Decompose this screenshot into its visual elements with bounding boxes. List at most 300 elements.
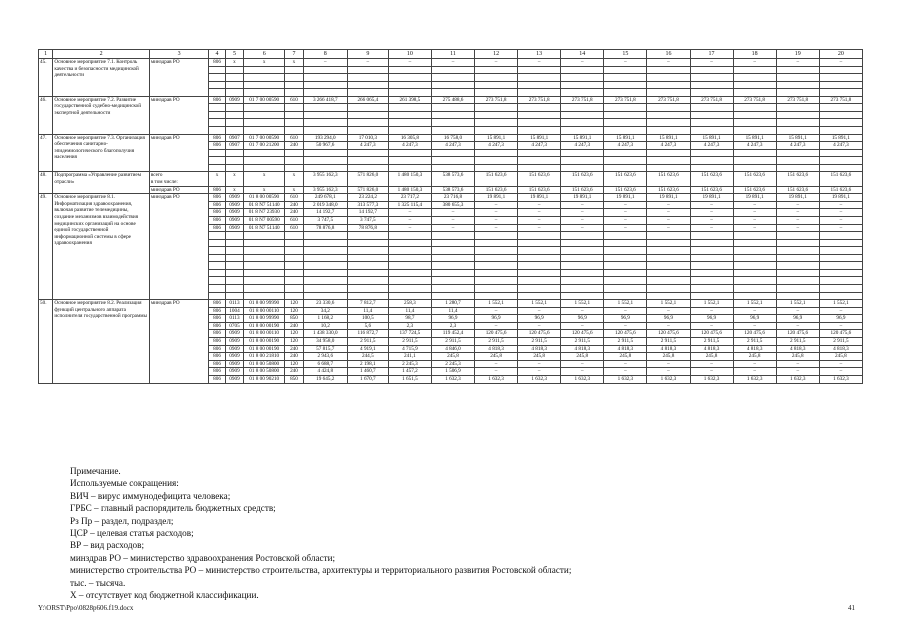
value-cell: –: [604, 59, 647, 67]
column-number: 12: [475, 50, 518, 59]
value-cell: –: [604, 307, 647, 315]
value-cell: 14 192,7: [303, 209, 347, 217]
value-cell: 4 247,3: [518, 142, 561, 150]
value-cell: 0909: [225, 376, 243, 384]
empty-cell: [690, 111, 733, 119]
empty-cell: [244, 239, 285, 247]
column-number: 6: [244, 50, 285, 59]
value-cell: 4 846,0: [431, 345, 474, 353]
empty-cell: [388, 284, 431, 292]
empty-cell: [604, 232, 647, 240]
empty-cell: [604, 254, 647, 262]
empty-cell: [647, 292, 690, 300]
budget-table-container: [38, 49, 863, 384]
empty-cell: [285, 74, 303, 82]
value-cell: –: [518, 307, 561, 315]
value-cell: –: [647, 360, 690, 368]
empty-cell: [303, 232, 347, 240]
value-cell: 2 943,6: [303, 353, 347, 361]
empty-cell: [209, 254, 225, 262]
value-cell: 6 688,7: [303, 360, 347, 368]
grbs-cell: минздрав РО: [149, 134, 209, 172]
empty-cell: [518, 127, 561, 135]
empty-cell: [431, 66, 474, 74]
empty-cell: [225, 119, 243, 127]
empty-cell: [690, 157, 733, 165]
empty-cell: [819, 74, 862, 82]
empty-cell: [518, 119, 561, 127]
note-line: ВР – вид расходов;: [70, 540, 145, 551]
empty-cell: [285, 157, 303, 165]
value-cell: x: [285, 186, 303, 194]
empty-cell: [604, 292, 647, 300]
empty-cell: [518, 74, 561, 82]
empty-cell: [475, 104, 518, 112]
value-cell: 1 438 330,0: [303, 330, 347, 338]
empty-cell: [776, 149, 819, 157]
empty-cell: [475, 66, 518, 74]
value-cell: 01 8 00 00190: [244, 322, 285, 330]
table-body: [39, 59, 863, 384]
value-cell: –: [604, 368, 647, 376]
empty-cell: [647, 111, 690, 119]
empty-cell: [285, 127, 303, 135]
value-cell: –: [518, 224, 561, 232]
empty-cell: [244, 232, 285, 240]
empty-cell: [285, 262, 303, 270]
empty-cell: [604, 66, 647, 74]
empty-cell: [561, 247, 604, 255]
value-cell: 2 911,5: [604, 338, 647, 346]
empty-cell: [347, 284, 388, 292]
value-cell: –: [475, 224, 518, 232]
empty-cell: [475, 284, 518, 292]
empty-cell: [819, 239, 862, 247]
value-cell: –: [733, 224, 776, 232]
value-cell: 2 911,5: [347, 338, 388, 346]
value-cell: –: [690, 368, 733, 376]
value-cell: 4 818,3: [819, 345, 862, 353]
value-cell: 571 826,0: [347, 172, 388, 186]
value-cell: 244,5: [347, 353, 388, 361]
value-cell: 273 751,8: [733, 96, 776, 104]
value-cell: –: [561, 368, 604, 376]
value-cell: 2 911,5: [690, 338, 733, 346]
empty-cell: [819, 164, 862, 172]
value-cell: 273 751,8: [690, 96, 733, 104]
empty-cell: [647, 247, 690, 255]
value-cell: x: [244, 172, 285, 186]
empty-cell: [776, 284, 819, 292]
empty-cell: [690, 104, 733, 112]
value-cell: 151 623,6: [518, 172, 561, 186]
value-cell: 610: [285, 134, 303, 142]
value-cell: –: [604, 201, 647, 209]
empty-cell: [518, 269, 561, 277]
value-cell: –: [431, 216, 474, 224]
empty-cell: [690, 284, 733, 292]
empty-cell: [209, 89, 225, 97]
value-cell: –: [776, 59, 819, 67]
empty-cell: [604, 157, 647, 165]
value-cell: 2 911,5: [733, 338, 776, 346]
empty-cell: [347, 127, 388, 135]
empty-cell: [244, 66, 285, 74]
value-cell: 23 716,8: [431, 194, 474, 202]
empty-cell: [604, 247, 647, 255]
empty-cell: [347, 81, 388, 89]
value-cell: 137 724,5: [388, 330, 431, 338]
value-cell: 4 818,3: [475, 345, 518, 353]
column-number: 5: [225, 50, 243, 59]
empty-cell: [733, 292, 776, 300]
value-cell: 120 475,6: [561, 330, 604, 338]
value-cell: 3 955 162,3: [303, 186, 347, 194]
value-cell: 0909: [225, 353, 243, 361]
value-cell: 96,9: [647, 315, 690, 323]
empty-cell: [303, 262, 347, 270]
empty-cell: [733, 149, 776, 157]
empty-cell: [733, 247, 776, 255]
value-cell: –: [819, 322, 862, 330]
empty-cell: [388, 81, 431, 89]
empty-cell: [604, 111, 647, 119]
value-cell: –: [647, 209, 690, 217]
empty-cell: [819, 232, 862, 240]
value-cell: 806: [209, 59, 225, 67]
value-cell: 15 891,1: [776, 134, 819, 142]
empty-cell: [209, 269, 225, 277]
row-number: 46.: [39, 96, 53, 134]
value-cell: 01 8 N7 51140: [244, 224, 285, 232]
empty-cell: [431, 232, 474, 240]
value-cell: –: [561, 209, 604, 217]
empty-cell: [733, 239, 776, 247]
value-cell: 19 891,1: [561, 194, 604, 202]
empty-cell: [475, 164, 518, 172]
value-cell: 1 280,7: [431, 300, 474, 308]
empty-cell: [647, 239, 690, 247]
empty-cell: [244, 81, 285, 89]
value-cell: 16 758,0: [431, 134, 474, 142]
value-cell: 151 623,6: [561, 186, 604, 194]
value-cell: –: [647, 322, 690, 330]
value-cell: 120: [285, 307, 303, 315]
value-cell: 151 623,6: [733, 186, 776, 194]
value-cell: 01 8 00 00190: [244, 345, 285, 353]
value-cell: 0909: [225, 201, 243, 209]
empty-cell: [388, 157, 431, 165]
empty-cell: [561, 164, 604, 172]
empty-cell: [285, 254, 303, 262]
value-cell: –: [690, 209, 733, 217]
value-cell: 240: [285, 201, 303, 209]
empty-cell: [475, 239, 518, 247]
empty-cell: [303, 239, 347, 247]
empty-cell: [431, 89, 474, 97]
empty-cell: [303, 127, 347, 135]
value-cell: 1 552,1: [561, 300, 604, 308]
empty-cell: [225, 74, 243, 82]
empty-cell: [819, 292, 862, 300]
value-cell: 806: [209, 322, 225, 330]
value-cell: 258,3: [388, 300, 431, 308]
value-cell: 245,8: [647, 353, 690, 361]
empty-cell: [347, 111, 388, 119]
empty-cell: [561, 89, 604, 97]
empty-cell: [285, 66, 303, 74]
value-cell: 120: [285, 360, 303, 368]
empty-cell: [209, 149, 225, 157]
empty-cell: [225, 81, 243, 89]
value-cell: 151 623,6: [690, 172, 733, 186]
value-cell: 1 552,1: [518, 300, 561, 308]
note-line: Используемые сокращения:: [70, 478, 179, 489]
column-number: 14: [561, 50, 604, 59]
column-number: 20: [819, 50, 862, 59]
empty-cell: [244, 127, 285, 135]
value-cell: 2 019 348,0: [303, 201, 347, 209]
value-cell: –: [388, 224, 431, 232]
empty-cell: [690, 232, 733, 240]
empty-cell: [303, 74, 347, 82]
value-cell: 240: [285, 322, 303, 330]
value-cell: 19 891,1: [604, 194, 647, 202]
value-cell: 7 812,7: [347, 300, 388, 308]
empty-cell: [225, 157, 243, 165]
value-cell: –: [819, 209, 862, 217]
empty-cell: [285, 247, 303, 255]
value-cell: 806: [209, 201, 225, 209]
empty-cell: [561, 119, 604, 127]
value-cell: 120 475,6: [518, 330, 561, 338]
value-cell: 1 651,5: [388, 376, 431, 384]
empty-cell: [209, 292, 225, 300]
table-row: [39, 96, 863, 104]
value-cell: 0113: [225, 315, 243, 323]
empty-cell: [431, 292, 474, 300]
value-cell: –: [475, 307, 518, 315]
value-cell: 2 911,5: [431, 338, 474, 346]
empty-cell: [388, 74, 431, 82]
value-cell: 0909: [225, 338, 243, 346]
empty-cell: [388, 277, 431, 285]
value-cell: 01 8 00 99990: [244, 315, 285, 323]
empty-cell: [209, 111, 225, 119]
value-cell: 1 632,3: [647, 376, 690, 384]
empty-cell: [604, 89, 647, 97]
empty-cell: [819, 254, 862, 262]
value-cell: 273 751,8: [604, 96, 647, 104]
value-cell: 14 192,7: [347, 209, 388, 217]
empty-cell: [285, 284, 303, 292]
empty-cell: [285, 119, 303, 127]
column-number: 16: [647, 50, 690, 59]
value-cell: 0907: [225, 142, 243, 150]
empty-cell: [303, 89, 347, 97]
empty-cell: [431, 119, 474, 127]
column-number: 18: [733, 50, 776, 59]
notes-block: [70, 465, 571, 601]
value-cell: 34 958,0: [303, 338, 347, 346]
empty-cell: [388, 164, 431, 172]
value-cell: 266 065,4: [347, 96, 388, 104]
value-cell: 19 891,1: [518, 194, 561, 202]
empty-cell: [347, 277, 388, 285]
empty-cell: [475, 254, 518, 262]
value-cell: 1 632,3: [475, 376, 518, 384]
empty-cell: [244, 149, 285, 157]
empty-cell: [561, 239, 604, 247]
empty-cell: [209, 127, 225, 135]
empty-cell: [733, 157, 776, 165]
value-cell: 120 475,6: [733, 330, 776, 338]
value-cell: 19 891,1: [776, 194, 819, 202]
empty-cell: [776, 239, 819, 247]
empty-cell: [647, 119, 690, 127]
value-cell: 96,9: [604, 315, 647, 323]
value-cell: 4 247,3: [475, 142, 518, 150]
value-cell: 3 747,5: [347, 216, 388, 224]
empty-cell: [244, 74, 285, 82]
empty-cell: [225, 104, 243, 112]
value-cell: 116 872,7: [347, 330, 388, 338]
table-row: [39, 186, 863, 194]
program-name: Основное мероприятие 7.1. Контроль качества и безопасности медицинской деятельности: [53, 59, 149, 97]
column-number: 2: [53, 50, 149, 59]
empty-cell: [733, 66, 776, 74]
empty-cell: [475, 127, 518, 135]
empty-cell: [209, 284, 225, 292]
value-cell: 98,7: [388, 315, 431, 323]
program-name: Основное мероприятие 7.3. Организация обеспечения санитарно-эпидемиологического благополучия населения: [53, 134, 149, 172]
column-number: 15: [604, 50, 647, 59]
empty-cell: [733, 262, 776, 270]
value-cell: 23 224,2: [347, 194, 388, 202]
empty-cell: [518, 262, 561, 270]
value-cell: 1 632,3: [690, 376, 733, 384]
empty-cell: [303, 81, 347, 89]
value-cell: 01 8 N7 51140: [244, 201, 285, 209]
column-number: 7: [285, 50, 303, 59]
empty-cell: [431, 247, 474, 255]
empty-cell: [303, 66, 347, 74]
value-cell: 57 815,7: [303, 345, 347, 353]
empty-cell: [209, 262, 225, 270]
value-cell: 2 245,3: [388, 360, 431, 368]
value-cell: 4 247,3: [776, 142, 819, 150]
value-cell: 96,9: [431, 315, 474, 323]
value-cell: 96,9: [475, 315, 518, 323]
empty-cell: [819, 247, 862, 255]
empty-cell: [604, 239, 647, 247]
empty-cell: [347, 262, 388, 270]
empty-cell: [690, 292, 733, 300]
value-cell: 0909: [225, 194, 243, 202]
empty-cell: [690, 254, 733, 262]
empty-cell: [431, 269, 474, 277]
empty-cell: [225, 277, 243, 285]
note-line: Рз Пр – раздел, подраздел;: [70, 515, 174, 526]
empty-cell: [388, 292, 431, 300]
empty-cell: [285, 111, 303, 119]
empty-cell: [475, 262, 518, 270]
value-cell: 0907: [225, 134, 243, 142]
value-cell: 261 398,5: [388, 96, 431, 104]
empty-cell: [209, 74, 225, 82]
note-line: минздрав РО – министерство здравоохранения Ростовской области;: [70, 552, 336, 563]
value-cell: 10,2: [303, 322, 347, 330]
value-cell: –: [776, 322, 819, 330]
empty-cell: [475, 247, 518, 255]
empty-cell: [647, 149, 690, 157]
empty-cell: [303, 284, 347, 292]
program-name: Основное мероприятие 7.2. Развитие государственной судебно-медицинской экспертной деятельности: [53, 96, 149, 134]
row-number: 49.: [39, 194, 53, 300]
value-cell: 850: [285, 376, 303, 384]
empty-cell: [347, 104, 388, 112]
value-cell: –: [561, 307, 604, 315]
value-cell: 151 623,6: [475, 172, 518, 186]
value-cell: 1 552,1: [604, 300, 647, 308]
value-cell: 19 891,1: [690, 194, 733, 202]
value-cell: –: [776, 360, 819, 368]
empty-cell: [244, 104, 285, 112]
value-cell: 19 891,1: [647, 194, 690, 202]
empty-cell: [303, 164, 347, 172]
empty-cell: [647, 81, 690, 89]
empty-cell: [561, 292, 604, 300]
empty-cell: [819, 89, 862, 97]
empty-cell: [225, 232, 243, 240]
value-cell: 151 623,6: [561, 172, 604, 186]
value-cell: –: [561, 216, 604, 224]
value-cell: 1 632,3: [604, 376, 647, 384]
empty-cell: [819, 277, 862, 285]
empty-cell: [647, 127, 690, 135]
value-cell: 3 955 162,3: [303, 172, 347, 186]
empty-cell: [225, 292, 243, 300]
empty-cell: [561, 66, 604, 74]
value-cell: 151 623,6: [819, 172, 862, 186]
value-cell: 806: [209, 300, 225, 308]
value-cell: 120 475,6: [647, 330, 690, 338]
empty-cell: [388, 104, 431, 112]
value-cell: –: [604, 216, 647, 224]
empty-cell: [518, 89, 561, 97]
grbs-total: всего: [150, 172, 163, 179]
empty-cell: [733, 269, 776, 277]
table-row: [39, 194, 863, 202]
empty-cell: [733, 284, 776, 292]
empty-cell: [518, 247, 561, 255]
value-cell: –: [561, 322, 604, 330]
empty-cell: [776, 119, 819, 127]
empty-cell: [690, 89, 733, 97]
empty-cell: [209, 104, 225, 112]
column-number: 11: [431, 50, 474, 59]
value-cell: 538 573,6: [431, 186, 474, 194]
value-cell: 120 475,6: [604, 330, 647, 338]
value-cell: 4 247,3: [647, 142, 690, 150]
value-cell: –: [303, 59, 347, 67]
value-cell: 0113: [225, 300, 243, 308]
value-cell: x: [285, 59, 303, 67]
empty-cell: [776, 164, 819, 172]
empty-cell: [561, 127, 604, 135]
column-number: 13: [518, 50, 561, 59]
value-cell: –: [690, 224, 733, 232]
